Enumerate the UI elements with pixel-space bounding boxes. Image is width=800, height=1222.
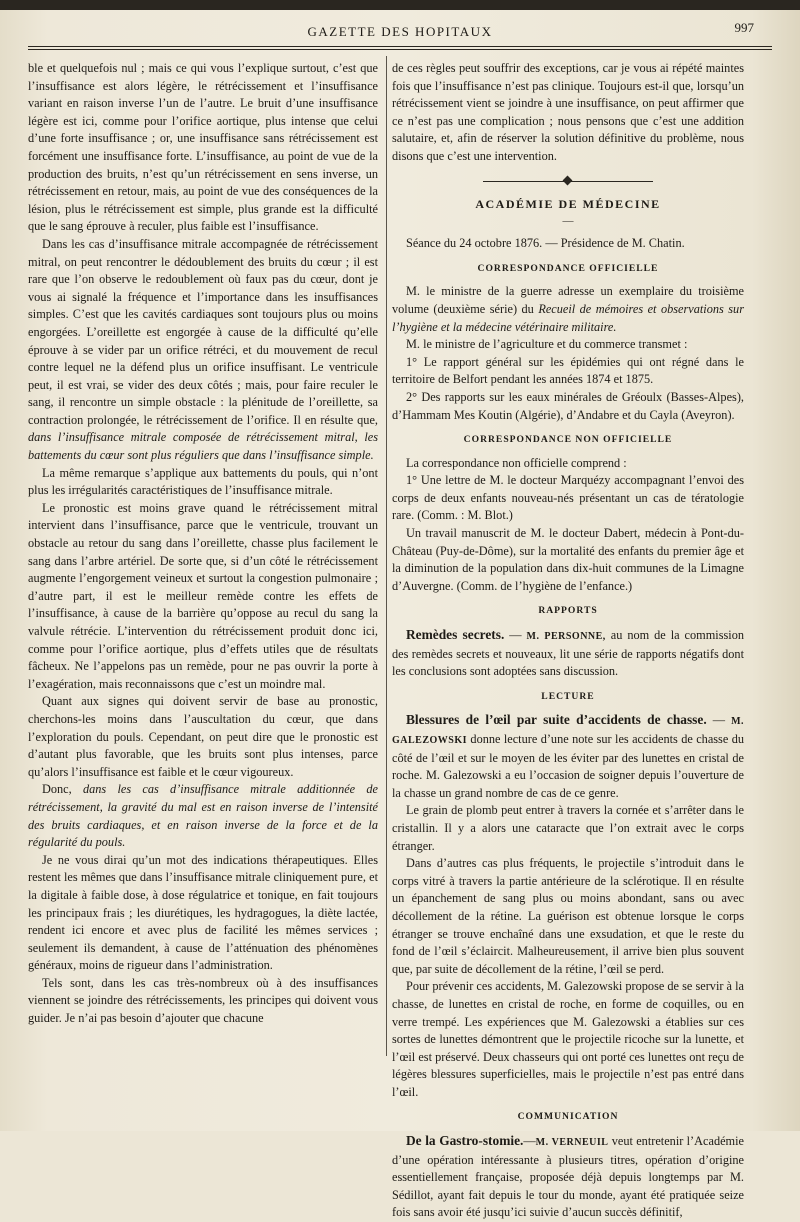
- paragraph: Quant aux signes qui doivent servir de base au pronostic, cherchons-les moins dans l’auscultation du cœur, que dans l’exploration du pouls. Cependant, on peut dire que le pronostic est d’autant plus favorable, que les bruits sont plus intenses, parce qu’alors l’insuffisance est faible et le cœur vigoureux.: [28, 694, 378, 779]
- column-divider: [386, 56, 387, 1056]
- running-title: GAZETTE DES HOPITAUX: [307, 24, 493, 39]
- left-column: [28, 60, 378, 1028]
- section-ornament: [483, 174, 653, 188]
- page-header: [28, 14, 772, 44]
- speaker-name: M. PERSONNE,: [526, 631, 606, 643]
- paragraph-text: M. le ministre de la guerre adresse un exemplaire du troisième volume (deuxième série) du: [392, 284, 744, 316]
- paragraph: 1° Le rapport général sur les épidémies qui ont régné dans le territoire de Belfort pendant les années 1874 et 1875.: [392, 354, 744, 387]
- italic-conclusion: dans les cas d’insuffisance mitrale additionnée de rétrécissement, la gravité du mal est en raison inverse de l’intensité des bruits cardiaques, et en raison inverse de la force et de la régularité du pouls.: [28, 782, 378, 850]
- paragraph-text: Donc,: [42, 782, 83, 797]
- dash: —: [504, 628, 527, 643]
- paragraph: [28, 781, 378, 851]
- paragraph: M. le ministre de l’agriculture et du commerce transmet :: [406, 337, 688, 352]
- item-lead: Blessures de l’œil par suite d’accidents de chasse.: [406, 712, 707, 728]
- academy-title: ACADÉMIE DE MÉDECINE: [475, 196, 661, 211]
- italic-conclusion: dans l’insuffisance mitrale composée de rétrécissement mitral, les battements du cœur sont plus réguliers que dans l’insuffisance simple.: [28, 430, 378, 463]
- right-column: [392, 60, 744, 1222]
- paragraph: [392, 711, 744, 802]
- paragraph: Le pronostic est moins grave quand le rétrécissement mitral intervient dans l’insuffisance, parce que le ventricule, trouvant un obstacle au retour du sang dans l’oreillette, chasse plus facilement le sang dans l’arbre artériel. De sorte que, si d’un côté le rétrécissement augmente l’engorgement veineux et surtout la congestion pulmonaire ; d’autre part, il est le meilleur remède contre les effets de l’insuffisance, à cause de la barrière qu’oppose au recul du sang la valvule rétrécie. L’intervention du rétrécissement produit donc ici, comme pour l’orifice aortique, plus d’effets utiles que de résultats fâcheux. Ne l’appelons pas un remède, pour ne pas ouvrir la porte à l’exagération, mais reconnaissons que c’est un moindre mal.: [28, 500, 378, 691]
- paragraph: [392, 1132, 744, 1222]
- paragraph: Je ne vous dirai qu’un mot des indications thérapeutiques. Elles restent les mêmes que dans l’insuffisance mitrale cliniquement pure, et la digitale à faible dose, à dose régulatrice et tonique, en fait toujours les principaux frais ; les diurétiques, les hydragogues, la diète lactée, rendent ici encore et avec plus de facilité les mêmes services ; seulement ils demandent, à cause de l’atténuation des phénomènes généraux, moins de rigueur dans l’administration.: [28, 852, 378, 973]
- communication-title: COMMUNICATION: [517, 1111, 619, 1123]
- paragraph-text: au nom de la commission des remèdes secrets et nouveaux, lit une série de rapports négatifs dont les conclusions sont adoptées sans discussion.: [392, 628, 744, 679]
- rapports-title: RAPPORTS: [538, 605, 598, 617]
- paragraph: [392, 283, 744, 336]
- paragraph: Dans d’autres cas plus fréquents, le projectile s’introduit dans le corps vitré à travers la partie antérieure de la sclérotique. Il en résulte un épanchement de sang plus ou moins abondant, sans ou avec décollement de la rétine. La guérison est obtenue lorsque le corps étranger se trouve enchaîné dans une exsudation, et que le reste du fond de l’œil s’éclaircit. Malheureusement, il arrive bien plus souvent que, par suite de décollement de la rétine, l’œil se perd.: [392, 856, 744, 976]
- dash: —: [523, 1134, 536, 1149]
- session-line: Séance du 24 octobre 1876. — Présidence de M. Chatin.: [406, 236, 685, 251]
- speaker-name: M. GALEZOWSKI: [392, 716, 745, 746]
- page-top-edge: [0, 0, 800, 10]
- header-rule-top: [28, 46, 772, 47]
- paragraph: La correspondance non officielle comprend :: [406, 455, 627, 470]
- dash: —: [706, 713, 732, 728]
- item-lead: Remèdes secrets.: [406, 627, 505, 643]
- page-number: 997: [734, 20, 754, 35]
- paragraph-text: donne lecture d’une note sur les accidents de chasse du côté de l’œil et sur le moyen de les éviter par des lunettes en cristal de roche. M. Galezowski a eu l’occasion de soigner depuis l’ouverture de la chasse un grand nombre de cas de ce genre.: [392, 732, 744, 800]
- paragraph: Tels sont, dans les cas très-nombreux où à des insuffisances viennent se joindre des rétrécissements, les principes qui doivent vous guider. Je n’ai pas besoin d’ajouter que chacune: [28, 975, 378, 1026]
- publication-title: Recueil de mémoires et observations sur l’hygiène et la médecine vétérinaire militaire.: [392, 301, 744, 334]
- ornament-diamond-icon: [563, 175, 573, 185]
- paragraph: Le grain de plomb peut entrer à travers la cornée et s’arrêter dans le cristallin. Il y a alors une cataracte que l’on extrait avec le corps étranger.: [392, 803, 744, 853]
- paragraph: [28, 236, 378, 465]
- item-lead: De la Gastro-stomie.: [406, 1133, 524, 1149]
- paragraph: ble et quelquefois nul ; mais ce qui vous l’explique surtout, c’est que l’insuffisance est alors légère, le rétrécissement et l’insuffisance variant en raison inverse l’un de l’autre. Le bruit d’une insuffisance légère est ici, comme pour l’orifice aortique, plus intense que celui d’une forte insuffisance ; or, une insuffisance sans rétrécissement est forcément une insuffisance forte. L’insuffisance, au point de vue de la production des bruits, n’est qu’un rétrécissement en sens inverse, un rétrécissement en retour, mais, au point de vue des conséquences de la lésion, plus le rétrécissement est simple, plus grande est la difficulté que le sang éprouve à reculer, plus faible est l’insuffisance.: [28, 61, 378, 234]
- paragraph: Pour prévenir ces accidents, M. Galezowski propose de se servir à la chasse, de lunettes en cristal de roche, en forme de coquilles, ou en verre trempé. Les expériences que M. Galezowski a établies sur ces sortes de lunettes démontrent que le projectile ricoche sur la lunette, et l’œil est préservé. Deux chasseurs qui ont porté ces lunettes ont reçu de légères blessures superficielles, mais le projectile n’est pas entré dans l’œil.: [392, 979, 744, 1099]
- paragraph-text: Dans les cas d’insuffisance mitrale accompagnée de rétrécissement mitral, on peut rencontrer le dédoublement des bruits du cœur ; il est rare que l’on observe le redoublement où faux pas du cœur, dont je vous ai signalé la fréquence et l’importance dans les insuffisances simples. C’est que les cavités cardiaques sont toujours plus ou moins engorgées. L’oreillette est engorgée à cause de la difficulté qu’elle éprouve à se vider par un orifice rétréci, et du mouvement de recul contre lequel ne la défend plus un orifice insuffisant. Le ventricule peut, il est vrai, se vider des deux côtés ; mais, pour faire reculer le sang, il rencontre un simple obstacle : la plénitude de l’oreillette, sa contraction prolongée, le rétrécissement de l’orifice. Il en résulte que,: [28, 236, 378, 427]
- paragraph-text: veut entretenir l’Académie d’une opération intéressante à plusieurs titres, opération d’origine essentiellement française, proposée déjà depuis longtemps par M. Sédillot, ayant fait depuis le tour du monde, ayant été pratiquée seize fois sans avoir été jusqu’ici suivie d’aucun succès définitif,: [392, 1134, 744, 1220]
- paragraph: Un travail manuscrit de M. le docteur Dabert, médecin à Pont-du-Château (Puy-de-Dôme), sur la mortalité des enfants du premier âge et la diminution de la population dans dix-huit communes de la Limagne d’Auvergne. (Comm. de l’hygiène de l’enfance.): [392, 526, 744, 593]
- corr-non-officielle-title: CORRESPONDANCE NON OFFICIELLE: [463, 434, 673, 446]
- corr-officielle-title: CORRESPONDANCE OFFICIELLE: [477, 262, 659, 274]
- paragraph: de ces règles peut souffrir des exceptions, car je vous ai répété maintes fois que l’insuffisance n’est pas clinique. Toujours est-il que, lorsqu’un rétrécissement vient se joindre à une insuffisance, on peut affirmer que ce n’est pas une complication ; nous pensons que c’est une addition salutaire, et, afin de réserver la solution définitive du problème, nous disons que c’est une intervention.: [392, 61, 744, 163]
- lecture-title: LECTURE: [541, 690, 595, 702]
- paragraph: La même remarque s’applique aux battements du pouls, qui n’ont plus les irrégularités caractéristiques de l’insuffisance mitrale.: [28, 465, 378, 498]
- header-rule-bottom: [28, 49, 772, 50]
- paragraph: [392, 626, 744, 681]
- title-dash: —: [562, 215, 574, 228]
- speaker-name: M. VERNEUIL: [535, 1137, 609, 1149]
- paragraph: 1° Une lettre de M. le docteur Marquézy accompagnant l’envoi des corps de deux enfants nouveau-nés présentant un cas de tératologie rare. (Comm. : M. Blot.): [392, 473, 744, 523]
- paragraph: 2° Des rapports sur les eaux minérales de Gréoulx (Basses-Alpes), d’Hammam Mes Koutin (Algérie), d’Andabre et du Cayla (Aveyron).: [392, 389, 744, 422]
